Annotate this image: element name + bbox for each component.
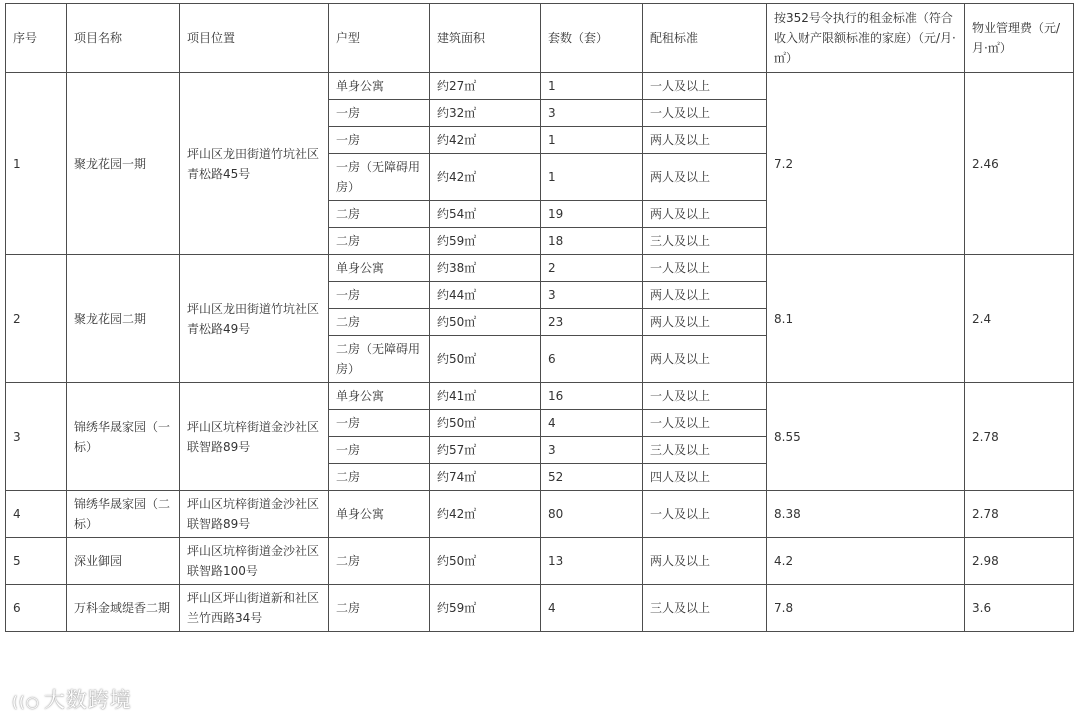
cell-count: 80 [541,491,643,538]
cell-standard: 两人及以上 [643,154,767,201]
cell-area: 约50㎡ [430,336,541,383]
cell-unit-type: 一房 [329,100,430,127]
cell-fee: 2.98 [965,538,1074,585]
cell-area: 约42㎡ [430,154,541,201]
cell-project-name: 万科金域缇香二期 [67,585,180,632]
cell-unit-type: 一房 [329,410,430,437]
table-row [6,491,1074,538]
header-fee: 物业管理费（元/月·㎡） [965,4,1074,73]
cell-location: 坪山区龙田街道竹坑社区青松路45号 [180,73,329,255]
cell-count: 23 [541,309,643,336]
cell-standard: 一人及以上 [643,100,767,127]
cell-no: 3 [6,383,67,491]
housing-table [5,3,1074,632]
cell-rent: 7.2 [767,73,965,255]
cell-count: 1 [541,154,643,201]
cell-rent: 7.8 [767,585,965,632]
cell-unit-type: 单身公寓 [329,491,430,538]
cell-no: 4 [6,491,67,538]
cell-standard: 三人及以上 [643,585,767,632]
table-row [6,255,1074,282]
cell-rent: 8.1 [767,255,965,383]
cell-standard: 两人及以上 [643,127,767,154]
cell-rent: 4.2 [767,538,965,585]
cell-fee: 2.4 [965,255,1074,383]
cell-unit-type: 单身公寓 [329,383,430,410]
cell-standard: 一人及以上 [643,73,767,100]
cell-area: 约74㎡ [430,464,541,491]
cell-area: 约27㎡ [430,73,541,100]
cell-location: 坪山区坑梓街道金沙社区联智路100号 [180,538,329,585]
cell-unit-type: 一房（无障碍用房） [329,154,430,201]
cell-count: 1 [541,73,643,100]
cell-area: 约59㎡ [430,228,541,255]
cell-count: 3 [541,437,643,464]
cell-standard: 一人及以上 [643,410,767,437]
cell-rent: 8.55 [767,383,965,491]
cell-count: 6 [541,336,643,383]
header-no: 序号 [6,4,67,73]
cell-location: 坪山区坪山街道新和社区兰竹西路34号 [180,585,329,632]
cell-location: 坪山区坑梓街道金沙社区联智路89号 [180,383,329,491]
cell-area: 约50㎡ [430,309,541,336]
cell-rent: 8.38 [767,491,965,538]
cell-area: 约50㎡ [430,410,541,437]
cell-count: 1 [541,127,643,154]
cell-count: 3 [541,100,643,127]
cell-unit-type: 二房 [329,201,430,228]
cell-area: 约32㎡ [430,100,541,127]
cell-unit-type: 二房 [329,309,430,336]
cell-project-name: 深业御园 [67,538,180,585]
cell-no: 2 [6,255,67,383]
cell-standard: 两人及以上 [643,201,767,228]
cell-project-name: 锦绣华晟家园（二标） [67,491,180,538]
header-location: 项目位置 [180,4,329,73]
cell-count: 3 [541,282,643,309]
cell-area: 约50㎡ [430,538,541,585]
cell-count: 52 [541,464,643,491]
cell-area: 约57㎡ [430,437,541,464]
cell-no: 5 [6,538,67,585]
cell-unit-type: 单身公寓 [329,73,430,100]
cell-area: 约42㎡ [430,491,541,538]
cell-standard: 三人及以上 [643,228,767,255]
cell-area: 约41㎡ [430,383,541,410]
watermark-logo-icon: ((○ [12,693,40,711]
cell-area: 约44㎡ [430,282,541,309]
cell-area: 约42㎡ [430,127,541,154]
table-row [6,585,1074,632]
cell-unit-type: 二房（无障碍用房） [329,336,430,383]
cell-fee: 3.6 [965,585,1074,632]
header-standard: 配租标准 [643,4,767,73]
cell-fee: 2.78 [965,383,1074,491]
cell-standard: 两人及以上 [643,309,767,336]
cell-standard: 三人及以上 [643,437,767,464]
cell-unit-type: 一房 [329,437,430,464]
cell-unit-type: 二房 [329,228,430,255]
cell-location: 坪山区龙田街道竹坑社区青松路49号 [180,255,329,383]
cell-area: 约38㎡ [430,255,541,282]
header-area: 建筑面积 [430,4,541,73]
cell-count: 2 [541,255,643,282]
cell-standard: 两人及以上 [643,336,767,383]
watermark [12,684,132,714]
cell-project-name: 聚龙花园一期 [67,73,180,255]
cell-no: 1 [6,73,67,255]
cell-fee: 2.78 [965,491,1074,538]
cell-project-name: 锦绣华晟家园（一标） [67,383,180,491]
header-rent: 按352号令执行的租金标准（符合收入财产限额标准的家庭）（元/月·㎡） [767,4,965,73]
cell-project-name: 聚龙花园二期 [67,255,180,383]
cell-unit-type: 一房 [329,282,430,309]
table-row [6,73,1074,100]
cell-standard: 两人及以上 [643,538,767,585]
cell-standard: 一人及以上 [643,255,767,282]
cell-count: 4 [541,585,643,632]
cell-standard: 两人及以上 [643,282,767,309]
header-unit-type: 户型 [329,4,430,73]
table-row [6,383,1074,410]
cell-unit-type: 单身公寓 [329,255,430,282]
cell-standard: 一人及以上 [643,491,767,538]
cell-standard: 一人及以上 [643,383,767,410]
cell-count: 4 [541,410,643,437]
cell-unit-type: 二房 [329,585,430,632]
watermark-text: 大数跨境 [43,688,132,712]
header-count: 套数（套） [541,4,643,73]
cell-unit-type: 二房 [329,538,430,585]
cell-fee: 2.46 [965,73,1074,255]
table-row [6,538,1074,585]
cell-count: 18 [541,228,643,255]
cell-standard: 四人及以上 [643,464,767,491]
cell-unit-type: 一房 [329,127,430,154]
cell-area: 约59㎡ [430,585,541,632]
cell-no: 6 [6,585,67,632]
header-row [6,4,1074,73]
cell-count: 19 [541,201,643,228]
cell-unit-type: 二房 [329,464,430,491]
cell-area: 约54㎡ [430,201,541,228]
cell-count: 16 [541,383,643,410]
cell-location: 坪山区坑梓街道金沙社区联智路89号 [180,491,329,538]
header-project-name: 项目名称 [67,4,180,73]
cell-count: 13 [541,538,643,585]
